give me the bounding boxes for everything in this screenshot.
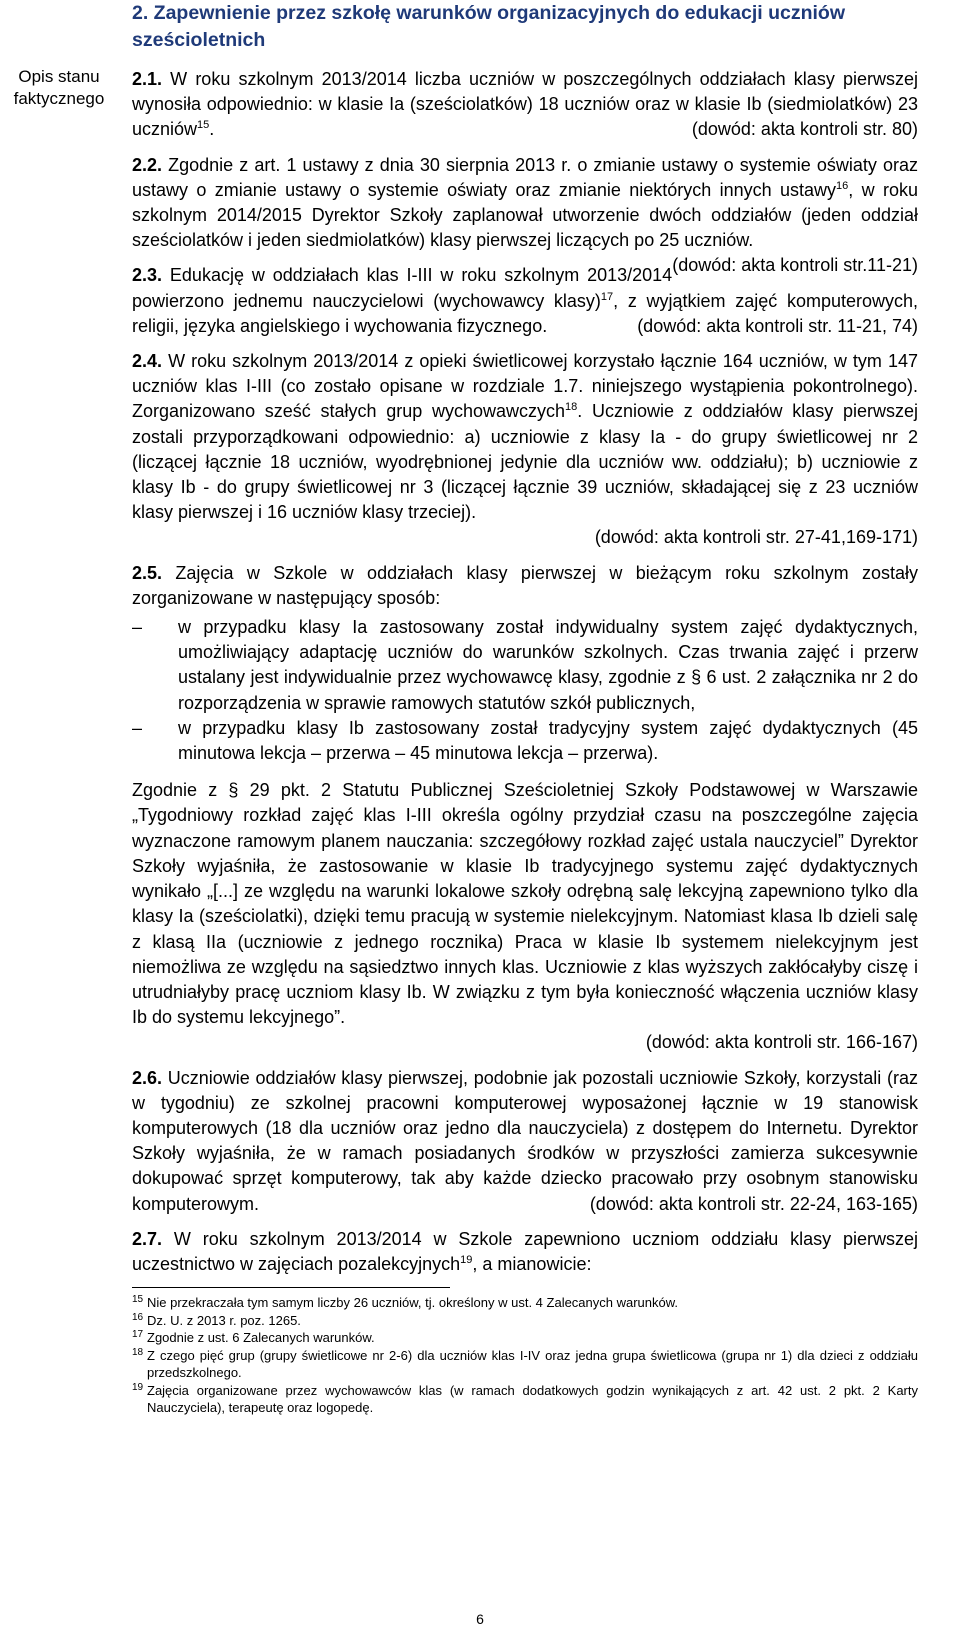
paragraph-number: 2.4.: [132, 351, 163, 372]
margin-label: [0, 66, 118, 110]
list-item-text: w przypadku klasy Ib zastosowany został tradycyjny system zajęć dydaktycznych (45 minutowa lekcja – przerwa – 45 minutowa lekcja – przerwa).: [178, 717, 918, 764]
footnote-text: Zajęcia organizowane przez wychowawców klas (w ramach dodatkowych godzin wynikających z art. 42 ust. 2 pkt. 2 Karty Nauczyciela), terapeutę oraz logopedę.: [147, 1382, 918, 1416]
footnote-text: Zgodnie z ust. 6 Zalecanych warunków.: [147, 1330, 375, 1346]
footnote-separator: [132, 1287, 450, 1288]
footnote: 19 Zajęcia organizowane przez wychowawców klas (w ramach dodatkowych godzin wynikających z art. 42 ust. 2 pkt. 2 Karty Nauczyciela), terapeutę oraz logopedę.: [132, 1381, 918, 1416]
page-number: 6: [476, 1611, 484, 1627]
footnote-text: Z czego pięć grup (grupy świetlicowe nr 2-6) dla uczniów klas I-IV oraz jedna grupa świetlicowa (grupa nr 1) dla dzieci z oddziału przedszkolnego.: [147, 1347, 918, 1381]
margin-label-line1: Opis stanu: [18, 67, 100, 86]
paragraph-text: Zgodnie z § 29 pkt. 2 Statutu Publicznej Sześcioletniej Szkoły Podstawowej w Warszawie „Tygodniowy rozkład zajęć klas I-III określa ogólny przydział czasu na poszczególne zajęcia wyznaczone ramowym planem nauczania: szczegółowy rozkład zajęć ustala nauczyciel” Dyrektor Szkoły wyjaśniła, że zastosowanie w klasie Ib tradycyjnego systemu zajęć dydaktycznych wynikało „[...] ze względu na warunki lokalowe szkoły odrębną salę lekcyjną zapewniono tylko dla klasy Ia (sześciolatki), dzięki temu pracują w systemie nielekcyjnym. Natomiast klasa Ib dzieli salę z klasą IIa (uczniowie z jednego rocznika) Praca w klasie Ib systemem nielekcyjnym jest niemożliwa ze względu na sąsiedztwo innych klas. Uczniowie z klas wyższych zakłócałyby ciszę i utrudniałyby pracę uczniom klasy Ib. W związku z tym była konieczność włączenia uczniów klasy Ib do systemu lekcyjnego”.: [132, 780, 918, 1028]
footnote: 16 Dz. U. z 2013 r. poz. 1265.: [132, 1311, 301, 1328]
paragraph-2-4: [132, 349, 918, 551]
paragraph-number: 2.3.: [132, 265, 163, 286]
paragraph-text: , z wyjątkiem zajęć komputerowych, religii, języka angielskiego i wychowania fizycznego.: [132, 290, 918, 336]
paragraph-2-5-quote: [132, 778, 918, 1055]
margin-label-line2: faktycznego: [13, 89, 105, 108]
section-heading: 2. Zapewnienie przez szkołę warunków organizacyjnych do edukacji uczniów sześcioletnich: [132, 2, 846, 51]
paragraph-2-6: [132, 1066, 918, 1217]
paragraph-number: 2.7.: [132, 1228, 163, 1249]
footnote-ref: 16: [836, 179, 849, 192]
paragraph-text: W roku szkolnym 2013/2014 z opieki świetlicowej korzystało łącznie 164 uczniów, w tym 147 uczniów klas I-III (co zostało opisane w rozdziale 1.7. niniejszego wystąpienia pokontrolnego). Zorganizowano sześć stałych grup wychowawczych: [132, 351, 918, 422]
paragraph-2-5: [132, 561, 918, 611]
paragraph-text: Edukację w oddziałach klas I-III w roku szkolnym 2013/2014 powierzono jednemu nauczycielowi (wychowawcy klasy): [132, 265, 673, 311]
paragraph-number: 2.5.: [132, 562, 163, 583]
paragraph-text: Zgodnie z art. 1 ustawy z dnia 30 sierpnia 2013 r. o zmianie ustawy o systemie oświaty oraz ustawy o zmianie ustawy o systemie oświaty oraz zmianie niektórych innych ustawy: [132, 154, 918, 200]
evidence-reference: (dowód: akta kontroli str. 80): [691, 119, 918, 140]
list-item: [132, 615, 918, 716]
paragraph-text: . Uczniowie z oddziałów klasy pierwszej zostali przyporządkowani odpowiednio: a) uczniowie z klasy Ia - do grupy świetlicowej nr 2 (liczącej łącznie 18 uczniów, wyodrębnionej jedynie dla uczniów ww. oddziału); b) uczniowie z klasy Ib - do grupy świetlicowej nr 3 (liczącej łącznie 39 uczniów, składającej się z 23 uczniów klasy pierwszej i 16 uczniów klasy trzeciej).: [132, 401, 918, 523]
footnote-text: Nie przekraczała tym samym liczby 26 uczniów, tj. określony w ust. 4 Zalecanych warunków.: [147, 1295, 679, 1311]
footnote-text: Dz. U. z 2013 r. poz. 1265.: [147, 1312, 301, 1328]
paragraph-2-7: [132, 1227, 918, 1277]
evidence-reference: (dowód: akta kontroli str. 27-41,169-171): [594, 527, 918, 548]
footnote-ref: 17: [600, 290, 614, 303]
paragraph-text: , a mianowicie:: [472, 1253, 592, 1274]
paragraph-text: Uczniowie oddziałów klasy pierwszej, podobnie jak pozostali uczniowie Szkoły, korzystali (raz w tygodniu) ze szkolnej pracowni komputerowej wyposażonej łącznie w 19 stanowisk komputerowych (18 dla uczniów oraz jedno dla nauczyciela) z dostępem do Internetu. Dyrektor Szkoły wyjaśniła, że w ramach posiadanych środków w przyszłości zamierza sukcesywnie dokupować sprzęt komputerowy, tak aby każde dziecko pracowało przy osobnym stanowisku komputerowym.: [132, 1067, 918, 1214]
paragraph-text: Zajęcia w Szkole w oddziałach klasy pierwszej w bieżącym roku szkolnym zostały zorganizowane w następujący sposób:: [132, 562, 918, 608]
footnotes: [132, 1294, 918, 1417]
footnote-ref: 15: [197, 119, 210, 132]
paragraph-text: .: [209, 119, 215, 140]
paragraph-text: , w roku szkolnym 2014/2015 Dyrektor Szkoły zaplanował utworzenie dwóch oddziałów (jeden oddział sześciolatków i jeden siedmiolatków) klasy pierwszej liczących po 25 uczniów.: [132, 179, 918, 251]
list-dash: –: [132, 717, 143, 738]
paragraph-number: 2.1.: [132, 69, 163, 89]
paragraph-text: W roku szkolnym 2013/2014 liczba uczniów w poszczególnych oddziałach klasy pierwszej wynosiła odpowiednio: w klasie Ia (sześciolatków) 18 uczniów oraz w klasie Ib (siedmiolatków) 23 uczniów: [132, 69, 918, 140]
evidence-reference: (dowód: akta kontroli str. 166-167): [645, 1032, 918, 1053]
paragraph-text: W roku szkolnym 2013/2014 w Szkole zapewniono uczniom oddziału klasy pierwszej uczestnictwo w zajęciach pozalekcyjnych: [132, 1228, 918, 1274]
document-body: [132, 0, 918, 1417]
paragraph-number: 2.6.: [132, 1067, 163, 1088]
footnote-ref: 19: [460, 1253, 473, 1266]
footnote: 15 Nie przekraczała tym samym liczby 26 uczniów, tj. określony w ust. 4 Zalecanych warunków.: [132, 1294, 679, 1311]
paragraph-2-1: [132, 67, 918, 143]
footnote: 18 Z czego pięć grup (grupy świetlicowe nr 2-6) dla uczniów klas I-IV oraz jedna grupa świetlicowa (grupa nr 1) dla dzieci z oddziału przedszkolnego.: [132, 1346, 918, 1381]
paragraph-number: 2.2.: [132, 154, 163, 175]
list-item: [132, 716, 918, 766]
footnote: 17 Zgodnie z ust. 6 Zalecanych warunków.: [132, 1329, 375, 1346]
evidence-reference: (dowód: akta kontroli str.11-21): [672, 255, 918, 276]
list-dash: –: [132, 617, 143, 638]
footnote-ref: 18: [565, 401, 578, 414]
list-item-text: w przypadku klasy Ia zastosowany został indywidualny system zajęć dydaktycznych, umożliwiający adaptację uczniów do warunków szkolnych. Czas trwania zajęć i przerw ustalany jest indywidualnie przez wychowawcę klasy, zgodnie z § 6 ust. 2 załącznika nr 2 do rozporządzenia w sprawie ramowych statutów szkół publicznych,: [178, 617, 918, 713]
evidence-reference: (dowód: akta kontroli str. 22-24, 163-165): [589, 1193, 918, 1214]
evidence-reference: (dowód: akta kontroli str. 11-21, 74): [637, 315, 918, 336]
